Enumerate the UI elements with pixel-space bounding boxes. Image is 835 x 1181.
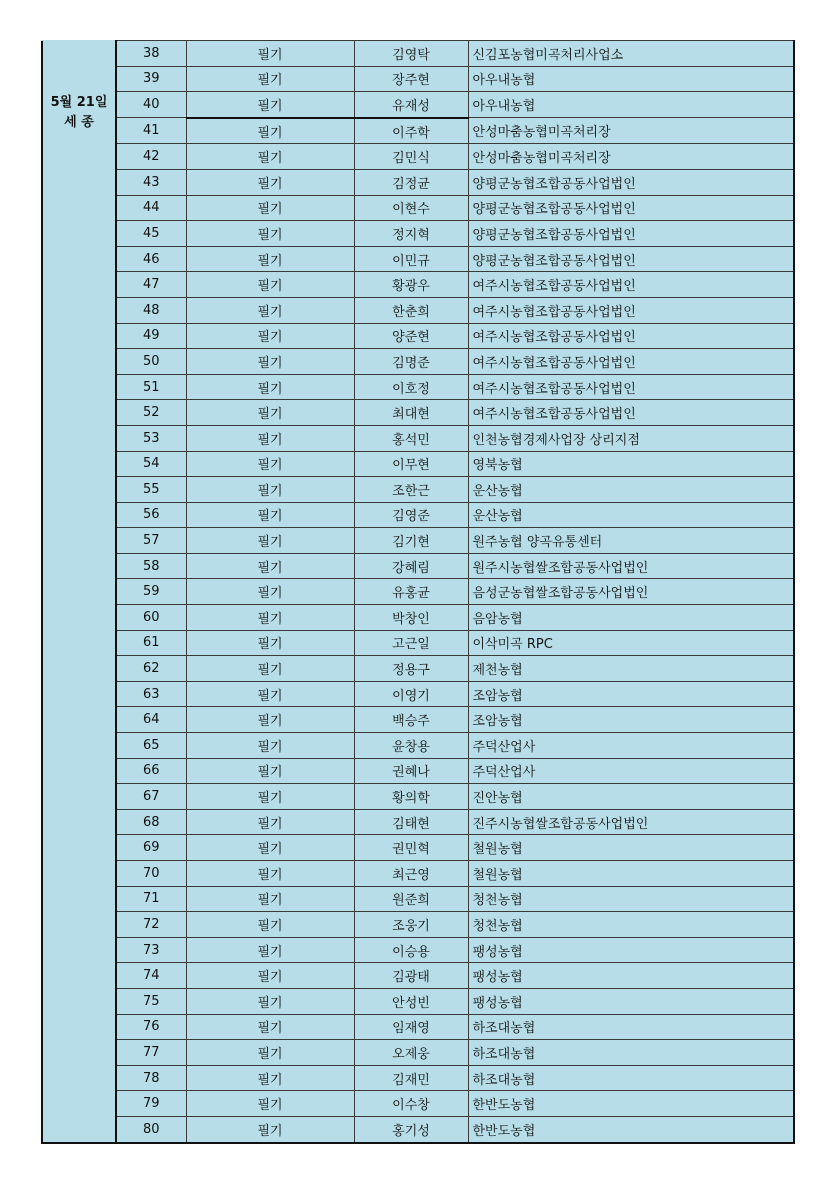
table-row bbox=[42, 758, 794, 784]
table-row bbox=[42, 41, 794, 67]
exam-type: 필기 bbox=[186, 835, 354, 861]
organization: 진안농협 bbox=[468, 784, 794, 810]
organization: 아우내농협 bbox=[468, 92, 794, 118]
table-row bbox=[42, 195, 794, 221]
exam-type: 필기 bbox=[186, 1091, 354, 1117]
table-row bbox=[42, 66, 794, 92]
candidate-name: 권민혁 bbox=[354, 835, 468, 861]
organization: 운산농협 bbox=[468, 477, 794, 503]
exam-venue: 세 종 bbox=[64, 114, 94, 130]
table-row bbox=[42, 1091, 794, 1117]
exam-type: 필기 bbox=[186, 297, 354, 323]
organization: 양평군농협조합공동사업법인 bbox=[468, 169, 794, 195]
exam-type: 필기 bbox=[186, 1040, 354, 1066]
table-row bbox=[42, 144, 794, 170]
exam-type: 필기 bbox=[186, 886, 354, 912]
table-row bbox=[42, 886, 794, 912]
row-number: 56 bbox=[116, 502, 186, 528]
exam-type: 필기 bbox=[186, 861, 354, 887]
exam-type: 필기 bbox=[186, 758, 354, 784]
table-row bbox=[42, 92, 794, 118]
organization: 영북농협 bbox=[468, 451, 794, 477]
candidate-name: 이승용 bbox=[354, 937, 468, 963]
organization: 진주시농협쌀조합공동사업법인 bbox=[468, 809, 794, 835]
table-row bbox=[42, 912, 794, 938]
table-row bbox=[42, 963, 794, 989]
exam-type: 필기 bbox=[186, 681, 354, 707]
row-number: 40 bbox=[116, 92, 186, 118]
row-number: 44 bbox=[116, 195, 186, 221]
table-row bbox=[42, 1116, 794, 1142]
row-number: 46 bbox=[116, 246, 186, 272]
candidate-name: 김명준 bbox=[354, 349, 468, 375]
candidate-name: 김영준 bbox=[354, 502, 468, 528]
candidate-name: 오제웅 bbox=[354, 1040, 468, 1066]
row-number: 60 bbox=[116, 605, 186, 631]
candidate-name: 황광우 bbox=[354, 272, 468, 298]
exam-type: 필기 bbox=[186, 400, 354, 426]
candidate-name: 이무현 bbox=[354, 451, 468, 477]
organization: 원주시농협쌀조합공동사업법인 bbox=[468, 553, 794, 579]
candidate-name: 박창인 bbox=[354, 605, 468, 631]
candidate-name: 김민식 bbox=[354, 144, 468, 170]
organization: 조암농협 bbox=[468, 707, 794, 733]
row-number: 47 bbox=[116, 272, 186, 298]
organization: 팽성농협 bbox=[468, 937, 794, 963]
exam-type: 필기 bbox=[186, 528, 354, 554]
row-number: 63 bbox=[116, 681, 186, 707]
candidate-name: 김태현 bbox=[354, 809, 468, 835]
organization: 음암농협 bbox=[468, 605, 794, 631]
organization: 양평군농협조합공동사업법인 bbox=[468, 195, 794, 221]
exam-type: 필기 bbox=[186, 656, 354, 682]
organization: 하조대농협 bbox=[468, 1065, 794, 1091]
table-row bbox=[42, 937, 794, 963]
table-row bbox=[42, 630, 794, 656]
candidate-name: 최대현 bbox=[354, 400, 468, 426]
candidate-name: 정지혁 bbox=[354, 221, 468, 247]
exam-type: 필기 bbox=[186, 92, 354, 118]
table-body bbox=[42, 41, 794, 1143]
candidate-name: 권혜나 bbox=[354, 758, 468, 784]
candidate-name: 홍석민 bbox=[354, 425, 468, 451]
candidate-name: 이수창 bbox=[354, 1091, 468, 1117]
exam-type: 필기 bbox=[186, 451, 354, 477]
date-venue-cell bbox=[42, 41, 116, 1143]
row-number: 77 bbox=[116, 1040, 186, 1066]
table-row bbox=[42, 297, 794, 323]
exam-type: 필기 bbox=[186, 937, 354, 963]
organization: 운산농협 bbox=[468, 502, 794, 528]
organization: 인천농협경제사업장 상리지점 bbox=[468, 425, 794, 451]
organization: 여주시농협조합공동사업법인 bbox=[468, 349, 794, 375]
exam-type: 필기 bbox=[186, 349, 354, 375]
organization: 양평군농협조합공동사업법인 bbox=[468, 221, 794, 247]
row-number: 51 bbox=[116, 374, 186, 400]
table-row bbox=[42, 400, 794, 426]
row-number: 55 bbox=[116, 477, 186, 503]
row-number: 39 bbox=[116, 66, 186, 92]
row-number: 74 bbox=[116, 963, 186, 989]
organization: 이삭미곡 RPC bbox=[468, 630, 794, 656]
row-number: 72 bbox=[116, 912, 186, 938]
table-row bbox=[42, 349, 794, 375]
row-number: 71 bbox=[116, 886, 186, 912]
organization: 주덕산업사 bbox=[468, 733, 794, 759]
table-row bbox=[42, 656, 794, 682]
candidate-name: 안성빈 bbox=[354, 988, 468, 1014]
exam-type: 필기 bbox=[186, 912, 354, 938]
candidate-name: 이민규 bbox=[354, 246, 468, 272]
candidate-name: 조웅기 bbox=[354, 912, 468, 938]
organization: 원주농협 양곡유통센터 bbox=[468, 528, 794, 554]
exam-type: 필기 bbox=[186, 707, 354, 733]
exam-type: 필기 bbox=[186, 374, 354, 400]
candidate-name: 임재영 bbox=[354, 1014, 468, 1040]
row-number: 53 bbox=[116, 425, 186, 451]
candidate-name: 유재성 bbox=[354, 92, 468, 118]
row-number: 41 bbox=[116, 118, 186, 144]
candidate-name: 김재민 bbox=[354, 1065, 468, 1091]
organization: 신김포농협미곡처리사업소 bbox=[468, 41, 794, 67]
organization: 여주시농협조합공동사업법인 bbox=[468, 297, 794, 323]
candidate-name: 황의학 bbox=[354, 784, 468, 810]
table-row bbox=[42, 733, 794, 759]
candidate-name: 김정균 bbox=[354, 169, 468, 195]
organization: 여주시농협조합공동사업법인 bbox=[468, 374, 794, 400]
table-row bbox=[42, 553, 794, 579]
exam-type: 필기 bbox=[186, 66, 354, 92]
table-row bbox=[42, 784, 794, 810]
candidate-name: 윤창용 bbox=[354, 733, 468, 759]
table-row bbox=[42, 118, 794, 144]
candidate-name: 원준희 bbox=[354, 886, 468, 912]
exam-type: 필기 bbox=[186, 246, 354, 272]
organization: 안성마춤농협미곡처리장 bbox=[468, 144, 794, 170]
row-number: 48 bbox=[116, 297, 186, 323]
candidate-name: 이주학 bbox=[354, 118, 468, 144]
row-number: 76 bbox=[116, 1014, 186, 1040]
row-number: 64 bbox=[116, 707, 186, 733]
table-row bbox=[42, 809, 794, 835]
row-number: 80 bbox=[116, 1116, 186, 1142]
row-number: 62 bbox=[116, 656, 186, 682]
row-number: 65 bbox=[116, 733, 186, 759]
exam-type: 필기 bbox=[186, 784, 354, 810]
organization: 여주시농협조합공동사업법인 bbox=[468, 272, 794, 298]
exam-type: 필기 bbox=[186, 169, 354, 195]
table-row bbox=[42, 835, 794, 861]
table-row bbox=[42, 988, 794, 1014]
row-number: 75 bbox=[116, 988, 186, 1014]
row-number: 78 bbox=[116, 1065, 186, 1091]
table-row bbox=[42, 605, 794, 631]
exam-type: 필기 bbox=[186, 809, 354, 835]
exam-type: 필기 bbox=[186, 41, 354, 67]
row-number: 59 bbox=[116, 579, 186, 605]
organization: 청천농협 bbox=[468, 912, 794, 938]
table-row bbox=[42, 169, 794, 195]
exam-date: 5월 21일 bbox=[50, 94, 108, 110]
table-row bbox=[42, 1014, 794, 1040]
table-row bbox=[42, 502, 794, 528]
row-number: 69 bbox=[116, 835, 186, 861]
exam-type: 필기 bbox=[186, 118, 354, 144]
candidate-name: 김광태 bbox=[354, 963, 468, 989]
table-row bbox=[42, 323, 794, 349]
exam-type: 필기 bbox=[186, 323, 354, 349]
exam-type: 필기 bbox=[186, 1116, 354, 1142]
organization: 철원농협 bbox=[468, 835, 794, 861]
exam-type: 필기 bbox=[186, 605, 354, 631]
organization: 철원농협 bbox=[468, 861, 794, 887]
organization: 조암농협 bbox=[468, 681, 794, 707]
table-row bbox=[42, 1040, 794, 1066]
candidate-name: 강혜림 bbox=[354, 553, 468, 579]
organization: 한반도농협 bbox=[468, 1116, 794, 1142]
organization: 아우내농협 bbox=[468, 66, 794, 92]
row-number: 79 bbox=[116, 1091, 186, 1117]
row-number: 54 bbox=[116, 451, 186, 477]
candidate-name: 장주현 bbox=[354, 66, 468, 92]
exam-type: 필기 bbox=[186, 502, 354, 528]
row-number: 49 bbox=[116, 323, 186, 349]
row-number: 50 bbox=[116, 349, 186, 375]
table-row bbox=[42, 374, 794, 400]
table-row bbox=[42, 425, 794, 451]
row-number: 66 bbox=[116, 758, 186, 784]
candidate-name: 김영탁 bbox=[354, 41, 468, 67]
candidate-name: 유홍균 bbox=[354, 579, 468, 605]
candidate-name: 한춘희 bbox=[354, 297, 468, 323]
candidate-name: 홍기성 bbox=[354, 1116, 468, 1142]
candidate-name: 정용구 bbox=[354, 656, 468, 682]
exam-type: 필기 bbox=[186, 553, 354, 579]
row-number: 43 bbox=[116, 169, 186, 195]
exam-type: 필기 bbox=[186, 425, 354, 451]
table-row bbox=[42, 707, 794, 733]
exam-type: 필기 bbox=[186, 477, 354, 503]
exam-schedule-table bbox=[41, 40, 795, 1144]
exam-type: 필기 bbox=[186, 195, 354, 221]
organization: 양평군농협조합공동사업법인 bbox=[468, 246, 794, 272]
table-row bbox=[42, 681, 794, 707]
table-row bbox=[42, 477, 794, 503]
organization: 여주시농협조합공동사업법인 bbox=[468, 323, 794, 349]
organization: 하조대농협 bbox=[468, 1014, 794, 1040]
table-row bbox=[42, 246, 794, 272]
candidate-name: 고근일 bbox=[354, 630, 468, 656]
row-number: 42 bbox=[116, 144, 186, 170]
organization: 여주시농협조합공동사업법인 bbox=[468, 400, 794, 426]
organization: 주덕산업사 bbox=[468, 758, 794, 784]
table-row bbox=[42, 861, 794, 887]
candidate-name: 양준현 bbox=[354, 323, 468, 349]
exam-type: 필기 bbox=[186, 144, 354, 170]
exam-type: 필기 bbox=[186, 963, 354, 989]
exam-type: 필기 bbox=[186, 733, 354, 759]
exam-type: 필기 bbox=[186, 630, 354, 656]
row-number: 38 bbox=[116, 41, 186, 67]
row-number: 52 bbox=[116, 400, 186, 426]
exam-type: 필기 bbox=[186, 579, 354, 605]
table-row bbox=[42, 1065, 794, 1091]
table-row bbox=[42, 579, 794, 605]
candidate-name: 이영기 bbox=[354, 681, 468, 707]
organization: 안성마춤농협미곡처리장 bbox=[468, 118, 794, 144]
row-number: 67 bbox=[116, 784, 186, 810]
exam-type: 필기 bbox=[186, 1014, 354, 1040]
candidate-name: 조한근 bbox=[354, 477, 468, 503]
row-number: 45 bbox=[116, 221, 186, 247]
organization: 한반도농협 bbox=[468, 1091, 794, 1117]
row-number: 70 bbox=[116, 861, 186, 887]
candidate-name: 백승주 bbox=[354, 707, 468, 733]
exam-type: 필기 bbox=[186, 1065, 354, 1091]
organization: 음성군농협쌀조합공동사업법인 bbox=[468, 579, 794, 605]
table-row bbox=[42, 451, 794, 477]
organization: 제천농협 bbox=[468, 656, 794, 682]
exam-type: 필기 bbox=[186, 272, 354, 298]
table-row bbox=[42, 272, 794, 298]
candidate-name: 최근영 bbox=[354, 861, 468, 887]
row-number: 58 bbox=[116, 553, 186, 579]
row-number: 73 bbox=[116, 937, 186, 963]
table-row bbox=[42, 221, 794, 247]
row-number: 68 bbox=[116, 809, 186, 835]
organization: 하조대농협 bbox=[468, 1040, 794, 1066]
candidate-name: 김기현 bbox=[354, 528, 468, 554]
candidate-name: 이현수 bbox=[354, 195, 468, 221]
organization: 팽성농협 bbox=[468, 963, 794, 989]
exam-type: 필기 bbox=[186, 988, 354, 1014]
organization: 팽성농협 bbox=[468, 988, 794, 1014]
table-row bbox=[42, 528, 794, 554]
candidate-name: 이호정 bbox=[354, 374, 468, 400]
organization: 청천농협 bbox=[468, 886, 794, 912]
row-number: 61 bbox=[116, 630, 186, 656]
row-number: 57 bbox=[116, 528, 186, 554]
exam-type: 필기 bbox=[186, 221, 354, 247]
